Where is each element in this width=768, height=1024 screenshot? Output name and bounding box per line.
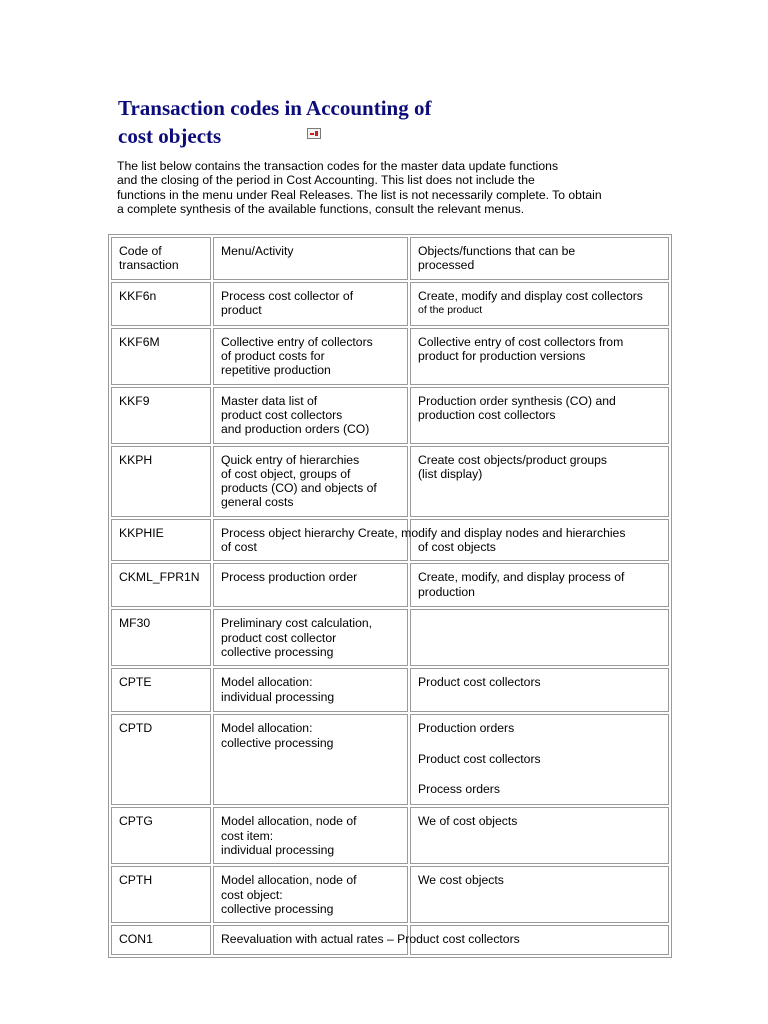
intro-line: The list below contains the transaction codes for the master data update functions — [117, 159, 559, 173]
menu-activity-line: repetitive production — [221, 363, 331, 378]
code-cell — [111, 282, 211, 326]
spacer — [418, 766, 661, 782]
table-row — [111, 925, 669, 955]
objects-cell — [410, 866, 669, 923]
table-row — [111, 446, 669, 517]
menu-activity-cell — [213, 807, 408, 864]
objects-cell — [410, 563, 669, 607]
intro-line: and the closing of the period in Cost Accounting. This list does not include the — [117, 173, 535, 188]
title-line: cost objects — [118, 124, 222, 148]
menu-activity-line: Preliminary cost calculation, — [221, 616, 373, 631]
objects-cell — [410, 387, 669, 444]
menu-activity-line: general costs — [221, 495, 294, 510]
menu-activity-cell — [213, 925, 520, 955]
code-cell — [111, 807, 211, 864]
objects-cell — [410, 714, 669, 805]
code-cell — [111, 866, 211, 923]
menu-activity-line: collective processing — [221, 901, 334, 916]
menu-activity-line: of product costs for — [221, 348, 325, 363]
intro-paragraph — [117, 159, 637, 216]
menu-activity-cell — [213, 282, 408, 326]
menu-activity-line: collective processing — [221, 735, 334, 750]
menu-activity-cell — [213, 668, 408, 712]
transaction-code: KKF9 — [119, 393, 150, 408]
transaction-code: CPTH — [119, 873, 153, 888]
table-row — [111, 563, 669, 607]
objects-line: production cost collectors — [418, 407, 556, 422]
menu-activity-line: cost object: — [221, 887, 283, 902]
table-row — [111, 714, 669, 805]
menu-activity-line: product — [221, 302, 262, 317]
code-cell — [111, 563, 211, 607]
objects-line: Create, modify, and display process of — [418, 570, 625, 585]
menu-activity-line: Quick entry of hierarchies — [221, 452, 360, 467]
transaction-code: KKF6M — [119, 334, 160, 349]
table-row — [111, 668, 669, 712]
transaction-code: CON1 — [119, 932, 153, 947]
menu-activity-cell — [213, 446, 408, 517]
objects-line: of the product — [418, 303, 483, 316]
objects-line: production — [418, 584, 475, 599]
print-icon[interactable] — [307, 128, 321, 139]
menu-activity-line: individual processing — [221, 689, 335, 704]
objects-cell — [410, 282, 669, 326]
menu-activity-line: cost item: — [221, 828, 274, 843]
code-cell — [111, 519, 211, 562]
objects-cell — [410, 446, 669, 517]
transaction-code: CPTE — [119, 675, 152, 690]
menu-activity-line: product cost collector — [221, 630, 337, 645]
objects-cell — [410, 328, 669, 385]
menu-activity-cell — [213, 387, 408, 444]
transaction-code: KKPH — [119, 452, 153, 467]
transaction-codes-table — [108, 234, 672, 958]
header-code-line: Code of — [119, 244, 162, 258]
table-row — [111, 387, 669, 444]
objects-line: We cost objects — [418, 873, 504, 888]
header-code-line: transaction — [119, 258, 179, 273]
objects-line: Collective entry of cost collectors from — [418, 334, 624, 349]
code-cell — [111, 668, 211, 712]
menu-activity-line: of cost — [221, 540, 257, 555]
header-menu-cell — [213, 237, 408, 280]
transaction-code: CPTG — [119, 814, 153, 829]
objects-line: Production order synthesis (CO) and — [418, 393, 616, 408]
transaction-code: KKPHIE — [119, 525, 164, 540]
menu-activity-line: Model allocation: — [221, 675, 313, 690]
menu-activity-line: Process production order — [221, 570, 358, 585]
table-row — [111, 282, 669, 326]
menu-activity-cell — [213, 563, 408, 607]
header-code-cell — [111, 237, 211, 280]
page-title — [118, 94, 431, 150]
table-row — [111, 328, 669, 385]
transaction-code: CKML_FPR1N — [119, 570, 200, 585]
code-cell — [111, 925, 211, 955]
table-row — [111, 519, 669, 562]
objects-line: of cost objects — [418, 540, 496, 555]
header-menu-line: Menu/Activity — [221, 244, 294, 258]
menu-activity-line: of cost object, groups of — [221, 466, 351, 481]
header-objects-line: processed — [418, 258, 475, 273]
menu-activity-line: Model allocation: — [221, 721, 313, 736]
spacer — [418, 736, 661, 752]
objects-line: (list display) — [418, 466, 483, 481]
menu-activity-cell — [213, 714, 408, 805]
menu-activity-cell — [213, 609, 408, 666]
menu-activity-line: Collective entry of collectors — [221, 334, 373, 349]
code-cell — [111, 387, 211, 444]
objects-line: We of cost objects — [418, 814, 518, 829]
objects-line: Create, modify and display cost collectors — [418, 288, 643, 303]
menu-activity-line: product cost collectors — [221, 407, 343, 422]
objects-cell — [410, 668, 669, 712]
objects-line: Product cost collectors — [418, 751, 541, 766]
header-objects-line: Objects/functions that can be — [418, 244, 576, 258]
menu-activity-line: Process cost collector of — [221, 288, 354, 303]
objects-line: Product cost collectors — [418, 675, 541, 690]
objects-cell — [410, 807, 669, 864]
menu-activity-cell — [213, 866, 408, 923]
code-cell — [111, 328, 211, 385]
title-line: Transaction codes in Accounting of — [118, 96, 432, 120]
menu-activity-line: and production orders (CO) — [221, 422, 370, 437]
menu-activity-line: Model allocation, node of — [221, 814, 357, 829]
transaction-code: MF30 — [119, 616, 151, 631]
menu-activity-line: Reevaluation with actual rates – Product cost collectors — [221, 932, 520, 947]
objects-line: Create cost objects/product groups — [418, 452, 608, 467]
objects-line: Production orders — [418, 721, 515, 736]
table-row — [111, 866, 669, 923]
table-header-row — [111, 237, 669, 280]
menu-activity-line: Model allocation, node of — [221, 873, 357, 888]
intro-line: a complete synthesis of the available functions, consult the relevant menus. — [117, 201, 525, 216]
header-objects-cell — [410, 237, 669, 280]
objects-cell — [410, 609, 669, 666]
menu-activity-line: Process object hierarchy Create, modify and display nodes and hierarchies — [221, 525, 626, 540]
objects-line: product for production versions — [418, 348, 586, 363]
table-row — [111, 609, 669, 666]
code-cell — [111, 609, 211, 666]
menu-activity-line: Master data list of — [221, 393, 318, 408]
table-row — [111, 807, 669, 864]
menu-activity-line: individual processing — [221, 842, 335, 857]
menu-activity-cell — [213, 328, 408, 385]
menu-activity-line: collective processing — [221, 644, 334, 659]
code-cell — [111, 714, 211, 805]
intro-line: functions in the menu under Real Releases. The list is not necessarily complete. To obtain — [117, 187, 602, 202]
transaction-code: CPTD — [119, 721, 153, 736]
transaction-code: KKF6n — [119, 288, 157, 303]
objects-line: Process orders — [418, 781, 500, 796]
code-cell — [111, 446, 211, 517]
menu-activity-line: products (CO) and objects of — [221, 481, 377, 496]
